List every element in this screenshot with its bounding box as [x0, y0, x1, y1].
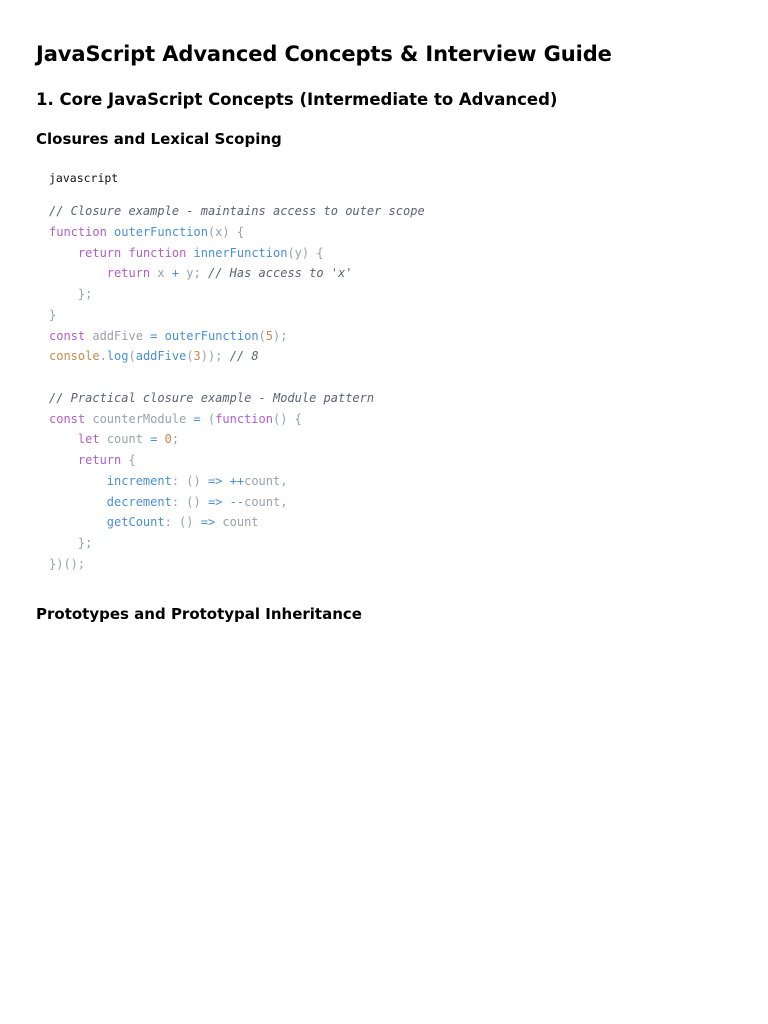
code-line	[49, 512, 649, 533]
code-token-op: +	[171, 266, 180, 281]
code-token-keyword: const	[49, 328, 86, 343]
code-token-punc: () {	[272, 411, 302, 426]
code-token-punc: ));	[200, 349, 230, 364]
code-token-keyword: return	[77, 453, 122, 467]
code-token-punc	[121, 246, 128, 260]
code-token-punc: (	[200, 411, 216, 426]
code-token-fn: innerFunction	[193, 245, 288, 260]
code-token-num: 3	[193, 349, 201, 364]
code-token-punc: count	[215, 515, 259, 530]
code-token-punc	[49, 474, 107, 488]
code-content	[49, 201, 649, 575]
code-token-keyword: function	[49, 224, 107, 239]
subsection-heading-prototypes: Prototypes and Prototypal Inheritance	[36, 605, 362, 623]
code-line	[49, 305, 649, 326]
page-title: JavaScript Advanced Concepts & Interview Guide	[36, 42, 612, 66]
code-line	[49, 409, 649, 430]
code-token-fn: outerFunction	[114, 224, 208, 239]
code-token-punc	[49, 453, 78, 467]
code-token-punc	[49, 432, 78, 446]
code-token-fn: addFive	[135, 349, 187, 364]
code-line	[49, 388, 649, 409]
code-token-punc: y;	[179, 266, 208, 281]
code-token-op: =	[150, 328, 158, 343]
code-token-punc: (	[186, 349, 194, 364]
code-token-punc	[49, 515, 107, 529]
code-token-op: --	[229, 494, 245, 509]
code-line	[49, 533, 649, 554]
code-token-punc: })();	[49, 556, 86, 571]
code-token-keyword: function	[215, 411, 273, 426]
code-line	[49, 222, 649, 243]
code-token-punc	[107, 225, 114, 239]
code-line	[49, 326, 649, 347]
code-token-punc: };	[49, 287, 93, 301]
code-token-punc: .	[99, 349, 107, 364]
code-token-punc: : ()	[171, 473, 208, 488]
code-token-num: 0	[164, 432, 172, 447]
code-token-punc: };	[49, 536, 93, 550]
code-line	[49, 450, 649, 471]
code-line	[49, 492, 649, 513]
code-token-punc	[49, 246, 78, 260]
code-token-fn: outerFunction	[164, 328, 259, 343]
code-token-op: =	[150, 432, 158, 447]
subsection-heading-closures: Closures and Lexical Scoping	[36, 130, 282, 148]
code-token-punc: addFive	[85, 328, 151, 343]
code-token-punc: : ()	[164, 515, 201, 530]
code-token-prop: getCount	[106, 515, 165, 530]
code-token-keyword: const	[49, 411, 86, 426]
code-token-comment: // 8	[229, 349, 259, 364]
code-token-op: ++	[229, 473, 245, 488]
code-token-punc: : ()	[171, 494, 208, 509]
code-token-op: =	[193, 411, 201, 426]
code-language-label: javascript	[49, 171, 119, 185]
code-token-punc: count	[99, 432, 151, 447]
code-token-punc	[49, 266, 107, 280]
code-token-punc: ;	[171, 432, 180, 447]
code-line	[49, 471, 649, 492]
code-token-num: 5	[265, 328, 274, 343]
code-line	[49, 346, 649, 367]
code-line	[49, 367, 649, 388]
code-line	[49, 243, 649, 264]
code-token-op: =>	[207, 473, 223, 488]
code-line	[49, 554, 649, 575]
code-token-prop: increment	[106, 473, 172, 488]
code-token-builtin: console	[49, 349, 100, 364]
code-token-prop: decrement	[106, 494, 172, 509]
code-token-punc: {	[121, 453, 136, 467]
code-line	[49, 284, 649, 305]
code-token-punc: count,	[244, 494, 288, 509]
code-token-punc	[222, 495, 229, 509]
code-token-keyword: return	[106, 266, 151, 281]
code-token-comment: // Practical closure example - Module pattern	[49, 390, 375, 405]
code-token-punc: );	[273, 328, 288, 343]
code-token-fn: log	[106, 349, 129, 364]
code-line	[49, 263, 649, 284]
code-token-op: =>	[200, 515, 216, 530]
code-token-punc	[186, 246, 193, 260]
code-token-punc	[49, 495, 107, 509]
code-line	[49, 429, 649, 450]
code-token-punc: }	[49, 307, 57, 322]
code-token-punc: count,	[244, 473, 288, 488]
code-line	[49, 201, 649, 222]
section-heading: 1. Core JavaScript Concepts (Intermediate to Advanced)	[36, 90, 558, 109]
code-token-keyword: function	[128, 245, 187, 260]
code-token-op: =>	[207, 494, 223, 509]
code-token-punc: (	[258, 328, 266, 343]
code-token-punc	[157, 432, 164, 446]
code-block	[49, 170, 649, 575]
code-token-comment: // Closure example - maintains access to outer scope	[49, 204, 425, 218]
code-token-keyword: let	[77, 432, 100, 447]
code-token-punc: x	[150, 266, 172, 281]
code-token-punc: counterModule	[85, 411, 194, 426]
code-token-punc: (x) {	[207, 224, 245, 239]
code-token-punc: (	[128, 349, 136, 364]
code-token-keyword: return	[77, 245, 122, 260]
code-token-comment: // Has access to 'x'	[207, 266, 353, 281]
code-token-punc: (y) {	[287, 245, 324, 260]
code-token-punc	[222, 474, 229, 488]
code-token-punc	[157, 329, 164, 343]
